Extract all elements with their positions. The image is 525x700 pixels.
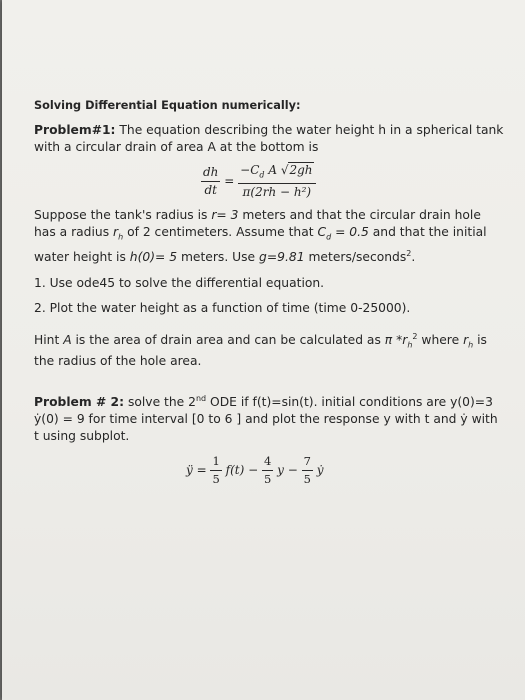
given-text-5: meters. Use: [177, 250, 260, 265]
problem2-text-2: ODE if f(t)=sin(t). initial conditions are y(0)=3 ẏ(0) = 9 for time interval [0 to 6 ] and plot the response y with t and ẏ with t using subplot.: [34, 395, 498, 444]
hint-text-3: *: [392, 332, 403, 347]
problem1-statement: [34, 122, 504, 156]
document-title: Solving Differential Equation numerically:: [34, 99, 301, 112]
lhs-denominator: dt: [204, 183, 217, 198]
rhs-area: A: [264, 163, 281, 177]
problem2-statement: [34, 390, 504, 445]
given-text-7: .: [411, 250, 416, 265]
given-text-3: of 2 centimeters. Assume that: [123, 225, 318, 239]
hint-rh2-sub: h: [468, 340, 474, 350]
given-text-2: meters and that the circular drain hole has a radius: [34, 208, 481, 239]
equals-sign: =: [224, 174, 235, 189]
eq2-f3-den: 5: [303, 472, 311, 487]
eq2-f1-den: 5: [212, 472, 220, 487]
problem2-text-1: solve the 2: [124, 395, 196, 410]
given-cd: C: [317, 225, 327, 239]
eq2-fraction-1: [210, 453, 221, 488]
hint-text-1: Hint: [34, 332, 64, 347]
equation-lhs-fraction: [201, 164, 220, 199]
problem1-equation: [201, 162, 504, 202]
rhs-sqrt-arg: 2gh: [289, 163, 313, 177]
eq2-fraction-2: [262, 453, 273, 488]
rhs-denominator: π(2rh − h²): [242, 185, 312, 200]
problem1-given: [34, 207, 504, 267]
problem1-hint: [34, 328, 504, 371]
paper-sheet: [2, 0, 525, 700]
problem1-task-2: 2. Plot the water height as a function of time (time 0-25000).: [34, 300, 411, 315]
problem2-nd-sup: nd: [195, 394, 207, 404]
lhs-numerator: dh: [201, 164, 220, 182]
hint-area: A: [63, 332, 72, 347]
eq2-fraction-3: [302, 453, 313, 488]
problem1-intro: The equation describing the water height h in a spherical tank with a circular drain of area A at the bottom is: [34, 123, 504, 154]
problem1-label: Problem#1:: [34, 123, 116, 137]
rhs-numerator: $-C_d$ A √2gh: [238, 162, 315, 184]
given-text-1: Suppose the tank's radius is: [34, 208, 212, 222]
given-gravity: g=9.81: [259, 250, 305, 265]
given-units-sup: 2: [406, 249, 412, 259]
given-rh: r: [113, 225, 119, 239]
given-radius: r= 3: [211, 208, 239, 222]
hint-rh-sup: 2: [412, 331, 418, 341]
hint-text-5: is the radius of the hole area.: [34, 332, 487, 369]
hint-pi: π: [384, 332, 393, 347]
eq2-f2-den: 5: [263, 472, 272, 487]
problem2-label: Problem # 2:: [34, 395, 125, 410]
rhs-coefficient-sub: d: [259, 170, 265, 180]
eq2-f3-num: 7: [302, 453, 313, 471]
given-cd-value: = 0.5: [331, 225, 369, 239]
hint-text-2: is the area of drain area and can be calculated as: [71, 332, 385, 347]
given-initial-height: h(0)= 5: [129, 250, 178, 265]
eq2-lhs: ÿ =: [186, 463, 207, 478]
given-cd-sub: d: [326, 232, 332, 242]
eq2-f2-num: 4: [262, 453, 273, 471]
eq2-term-2: y −: [277, 463, 298, 478]
hint-rh: r: [402, 332, 408, 347]
rhs-coefficient: −C: [240, 163, 260, 177]
equation-rhs-fraction: [238, 162, 315, 201]
given-text-4: and that the initial water height is: [34, 225, 487, 265]
hint-text-4: where: [417, 332, 464, 347]
document-content: [34, 97, 504, 488]
given-text-6: meters/seconds: [304, 250, 407, 265]
given-rh-sub: h: [118, 232, 124, 242]
hint-rh-sub: h: [407, 340, 413, 350]
eq2-f1-num: 1: [210, 453, 221, 471]
problem1-task-1: 1. Use ode45 to solve the differential equation.: [34, 275, 325, 290]
eq2-term-3: ẏ: [316, 463, 324, 478]
hint-rh2: r: [463, 332, 469, 347]
problem2-equation: [186, 453, 504, 488]
eq2-term-1: f(t) −: [225, 463, 259, 478]
